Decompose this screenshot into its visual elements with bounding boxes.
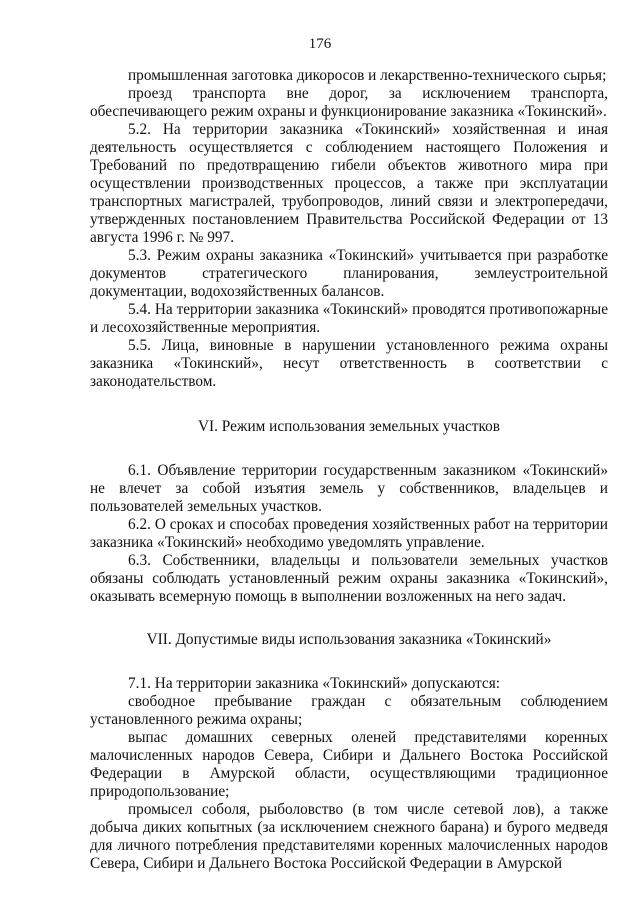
paragraph: проезд транспорта вне дорог, за исключением транспорта, обеспечивающего режим охраны и функционирование заказника «Токинский».	[90, 85, 608, 120]
paragraph: промышленная заготовка дикоросов и лекарственно-технического сырья;	[128, 67, 607, 84]
paragraph: свободное пребывание граждан с обязательным соблюдением установленного режима охраны;	[90, 693, 608, 728]
paragraph: 7.1. На территории заказника «Токинский» допускаются:	[128, 675, 500, 692]
paragraph: 5.4. На территории заказника «Токинский» проводятся противопожарные и лесохозяйственные мероприятия.	[90, 301, 608, 336]
paragraph: 6.1. Объявление территории государственным заказником «Токинский» не влечет за собой изъятия земель у собственников, владельцев и пользователей земельных участков.	[90, 462, 608, 515]
paragraph: промысел соболя, рыболовство (в том числе сетевой лов), а также добыча диких копытных (за исключением снежного барана) и бурого медведя для личного потребления представителями коренных малочисленных народов Севера, Сибири и Дальнего Востока Российской Федерации в Амурской	[90, 801, 608, 872]
paragraph: 6.2. О сроках и способах проведения хозяйственных работ на территории заказника «Токинский» необходимо уведомлять управление.	[90, 516, 608, 551]
section-heading: VII. Допустимые виды использования заказника «Токинский»	[146, 631, 552, 648]
paragraph: 5.3. Режим охраны заказника «Токинский» учитывается при разработке документов стратегического планирования, землеустроительной документации, водохозяйственных балансов.	[90, 247, 608, 300]
paragraph: 5.2. На территории заказника «Токинский» хозяйственная и иная деятельность осуществляется с соблюдением настоящего Положения и Требований по предотвращению гибели объектов животного мира при осуществлении производственных процессов, а также при эксплуатации транспортных магистралей, трубопроводов, линий связи и электропередачи, утвержденных постановлением Правительства Российской Федерации от 13 августа 1996 г. № 997.	[90, 121, 608, 246]
page-number: 176	[308, 36, 332, 52]
paragraph: 6.3. Собственники, владельцы и пользователи земельных участков обязаны соблюдать установленный режим охраны заказника «Токинский», оказывать всемерную помощь в выполнении возложенных на него задач.	[90, 552, 608, 605]
paragraph: 5.5. Лица, виновные в нарушении установленного режима охраны заказника «Токинский», несут ответственность в соответствии с законодательством.	[90, 337, 608, 390]
document-body	[90, 67, 608, 873]
paragraph: выпас домашних северных оленей представителями коренных малочисленных народов Севера, Сибири и Дальнего Востока Российской Федерации в Амурской области, осуществляющими традиционное природопользование;	[90, 729, 608, 800]
section-heading: VI. Режим использования земельных участков	[198, 418, 500, 435]
